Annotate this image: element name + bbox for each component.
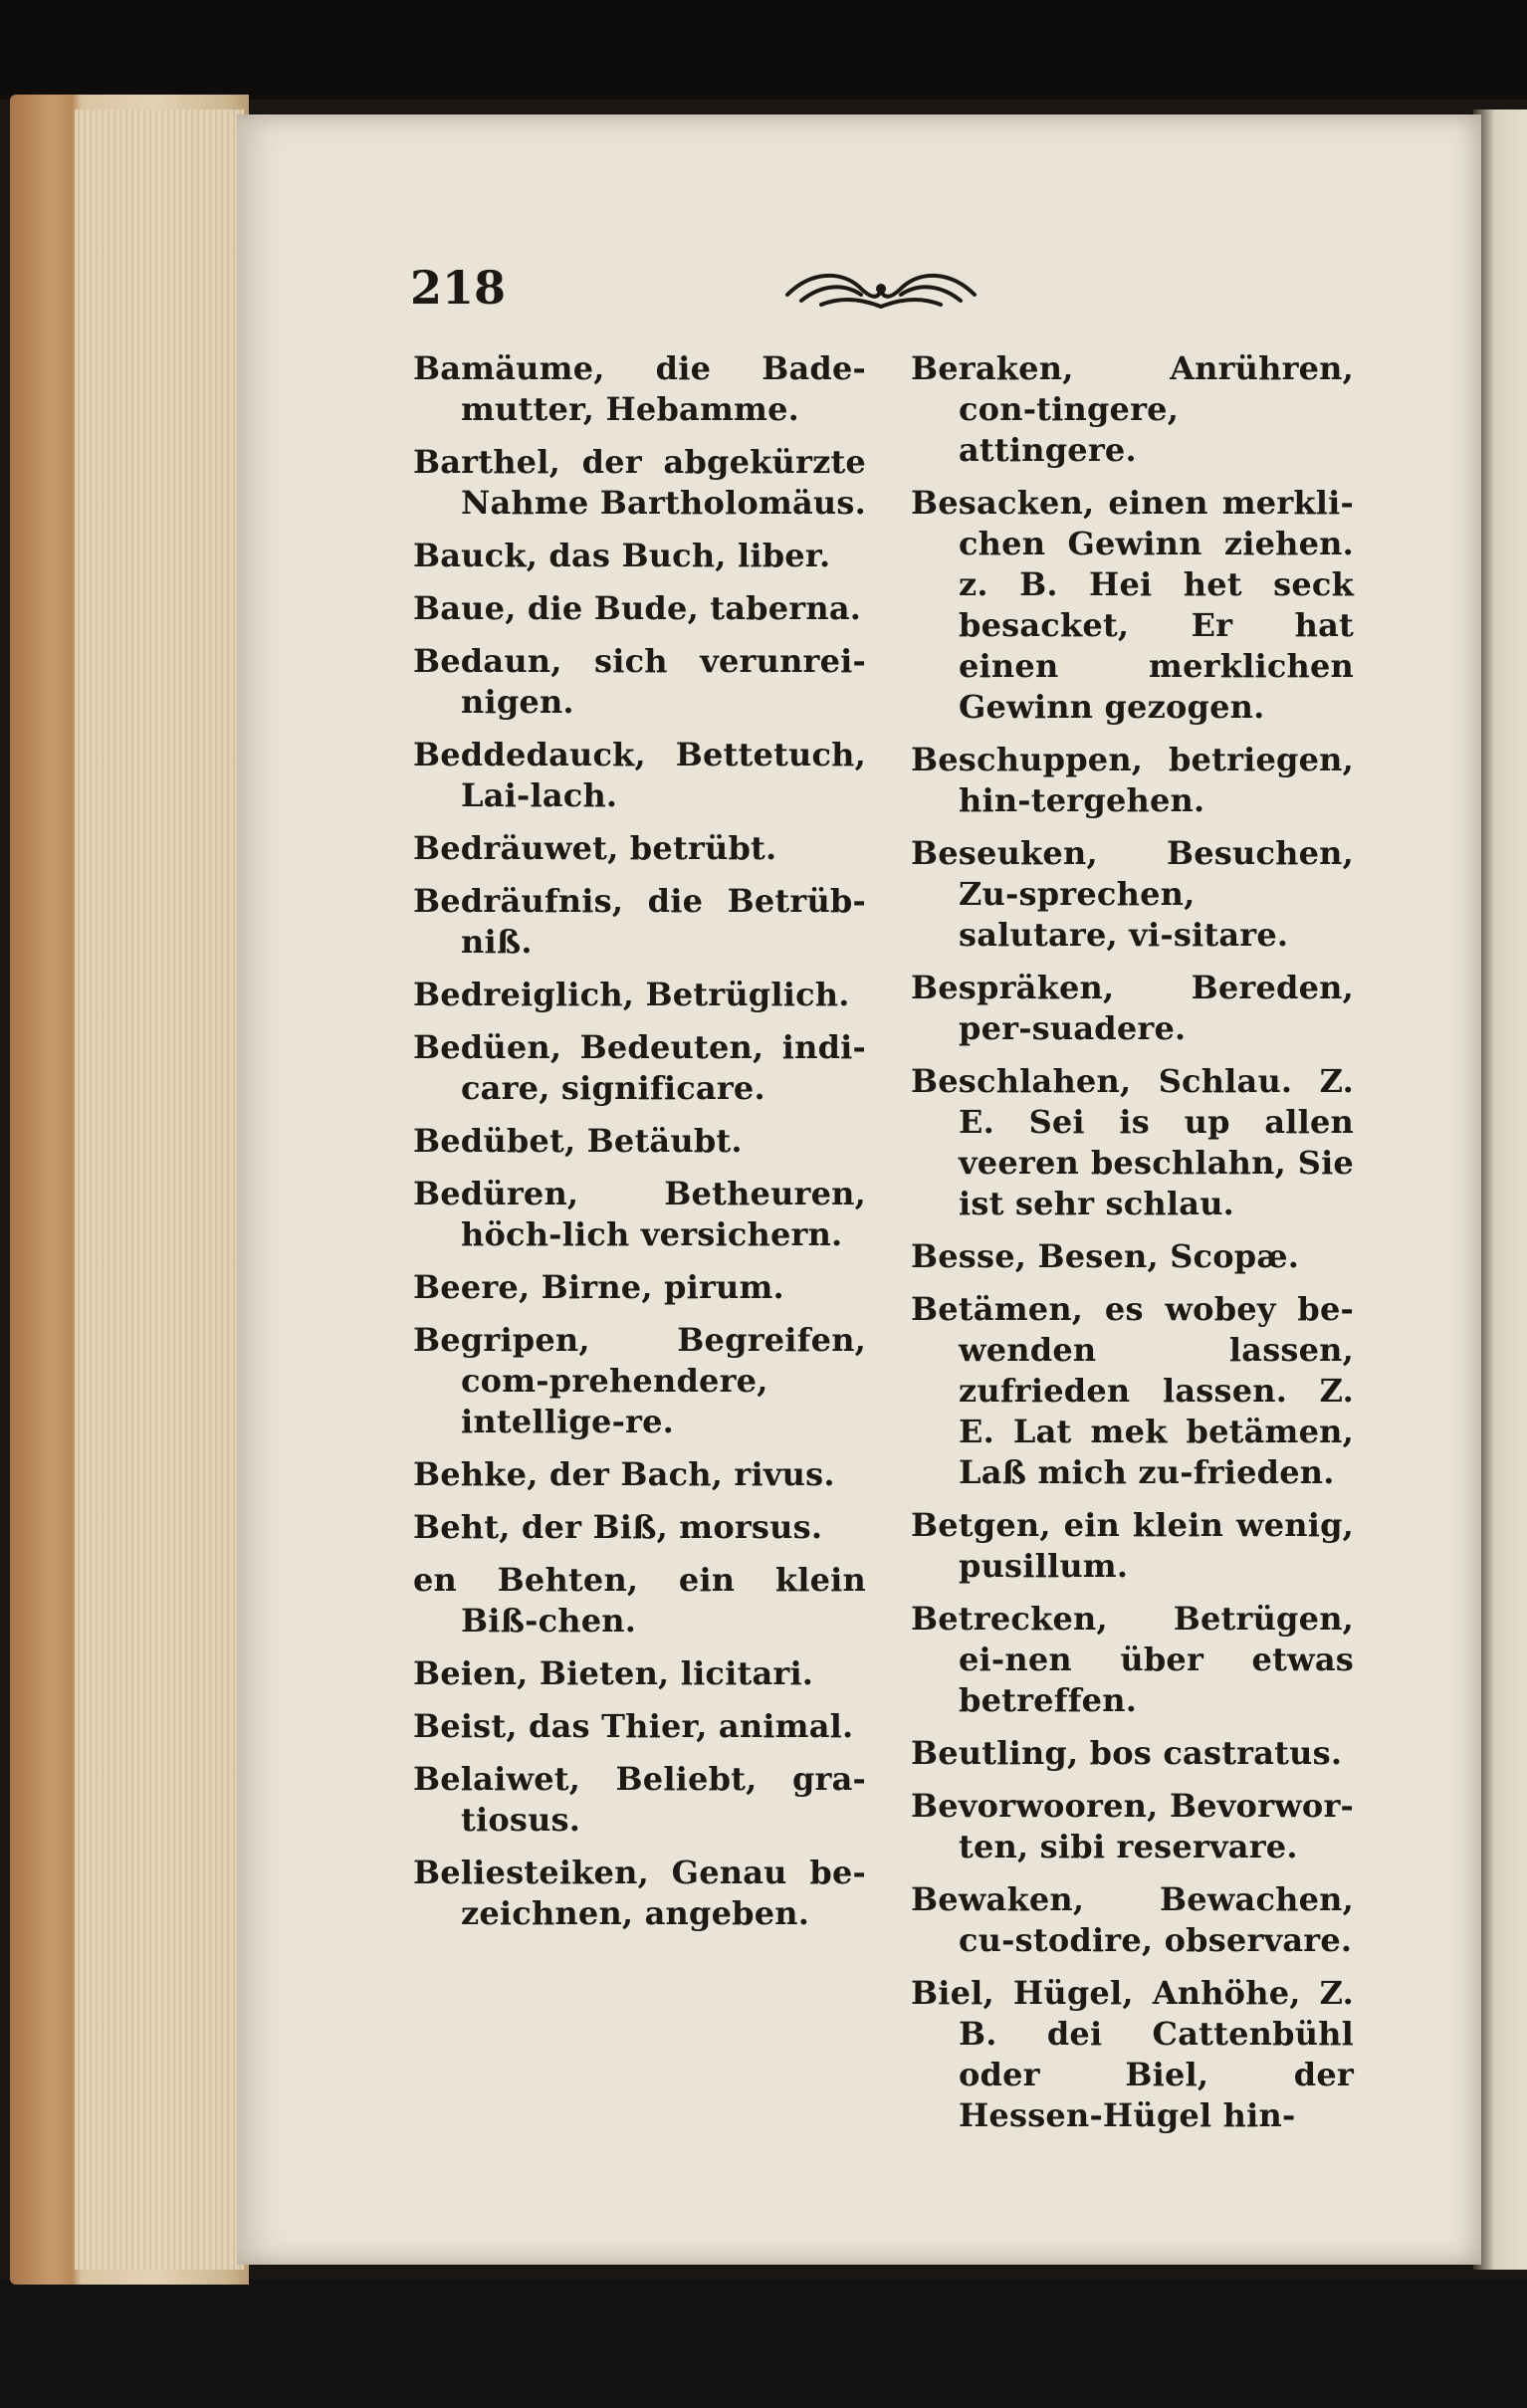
dictionary-entry: en Behten, ein klein Biß-chen. [413, 1561, 866, 1640]
dictionary-entry: Beht, der Biß, morsus. [413, 1508, 823, 1546]
dictionary-entry: Bewaken, Bewachen, cu-stodire, observare. [911, 1880, 1354, 1959]
dictionary-entry: Barthel, der abgekürzte Nahme Bartholomäus. [413, 443, 866, 522]
dictionary-entry: Besse, Besen, Scopæ. [911, 1237, 1300, 1275]
dictionary-entry: Beliesteiken, Genau be-zeichnen, angeben. [413, 1854, 866, 1932]
page-number: 218 [410, 261, 507, 315]
dictionary-entry: Bedreiglich, Betrüglich. [413, 976, 850, 1013]
page-edges [75, 109, 244, 2270]
dictionary-entry: Biel, Hügel, Anhöhe, Z. B. dei Cattenbühl oder Biel, der Hessen-Hügel hin- [911, 1974, 1354, 2134]
dictionary-entry: Beddedauck, Bettetuch, Lai-lach. [413, 736, 866, 814]
dictionary-entry: Beschuppen, betriegen, hin-tergehen. [911, 741, 1354, 819]
dictionary-entry: Bauck, das Buch, liber. [413, 537, 831, 574]
dictionary-entry: Beseuken, Besuchen, Zu-sprechen, salutare, vi-sitare. [911, 834, 1354, 954]
bottom-shadow [0, 2280, 1527, 2408]
dictionary-entry: Beschlahen, Schlau. Z. E. Sei is up allen veeren beschlahn, Sie ist sehr schlau. [911, 1062, 1354, 1222]
dictionary-entry: Begripen, Begreifen, com-prehendere, intellige-re. [413, 1321, 866, 1440]
dictionary-entry: Betämen, es wobey be-wenden lassen, zufrieden lassen. Z. E. Lat mek betämen, Laß mich zu-frieden. [911, 1290, 1354, 1491]
dictionary-entry: Bevorwooren, Bevorwor-ten, sibi reservare. [911, 1787, 1354, 1865]
dictionary-entry: Beien, Bieten, licitari. [413, 1654, 814, 1692]
facing-page-edge [1473, 109, 1527, 2270]
dictionary-entry: Behke, der Bach, rivus. [413, 1455, 835, 1493]
dictionary-entry: Besacken, einen merkli-chen Gewinn ziehen. z. B. Hei het seck besacket, Er hat einen merklichen Gewinn gezogen. [911, 484, 1354, 726]
dictionary-entry: Beraken, Anrühren, con-tingere, attingere. [911, 349, 1354, 469]
dictionary-entry: Beere, Birne, pirum. [413, 1268, 784, 1306]
dictionary-entry: Bamäume, die Bade-mutter, Hebamme. [413, 349, 866, 428]
dictionary-entry: Bedräuwet, betrübt. [413, 829, 777, 867]
dictionary-entry: Bedräufnis, die Betrüb-niß. [413, 882, 866, 961]
dictionary-entry: Betrecken, Betrügen, ei-nen über etwas betreffen. [911, 1600, 1354, 1719]
dictionary-entry: Betgen, ein klein wenig, pusillum. [911, 1506, 1354, 1585]
dictionary-entry: Belaiwet, Beliebt, gra-tiosus. [413, 1760, 866, 1839]
dictionary-entry: Baue, die Bude, taberna. [413, 589, 862, 627]
top-shadow [0, 0, 1527, 100]
dictionary-entry: Beist, das Thier, animal. [413, 1707, 854, 1745]
left-column [413, 348, 866, 1946]
dictionary-entry: Bedaun, sich verunrei-nigen. [413, 642, 866, 721]
dictionary-entry: Bedübet, Betäubt. [413, 1122, 743, 1160]
dictionary-entry: Bedüen, Bedeuten, indi-care, significare. [413, 1028, 866, 1107]
dictionary-entry: Bespräken, Bereden, per-suadere. [911, 969, 1354, 1047]
dictionary-entry: Beutling, bos castratus. [911, 1734, 1343, 1772]
dictionary-entry: Bedüren, Betheuren, höch-lich versichern. [413, 1175, 866, 1253]
right-column [911, 348, 1354, 2148]
scroll-ornament-icon [781, 261, 981, 317]
